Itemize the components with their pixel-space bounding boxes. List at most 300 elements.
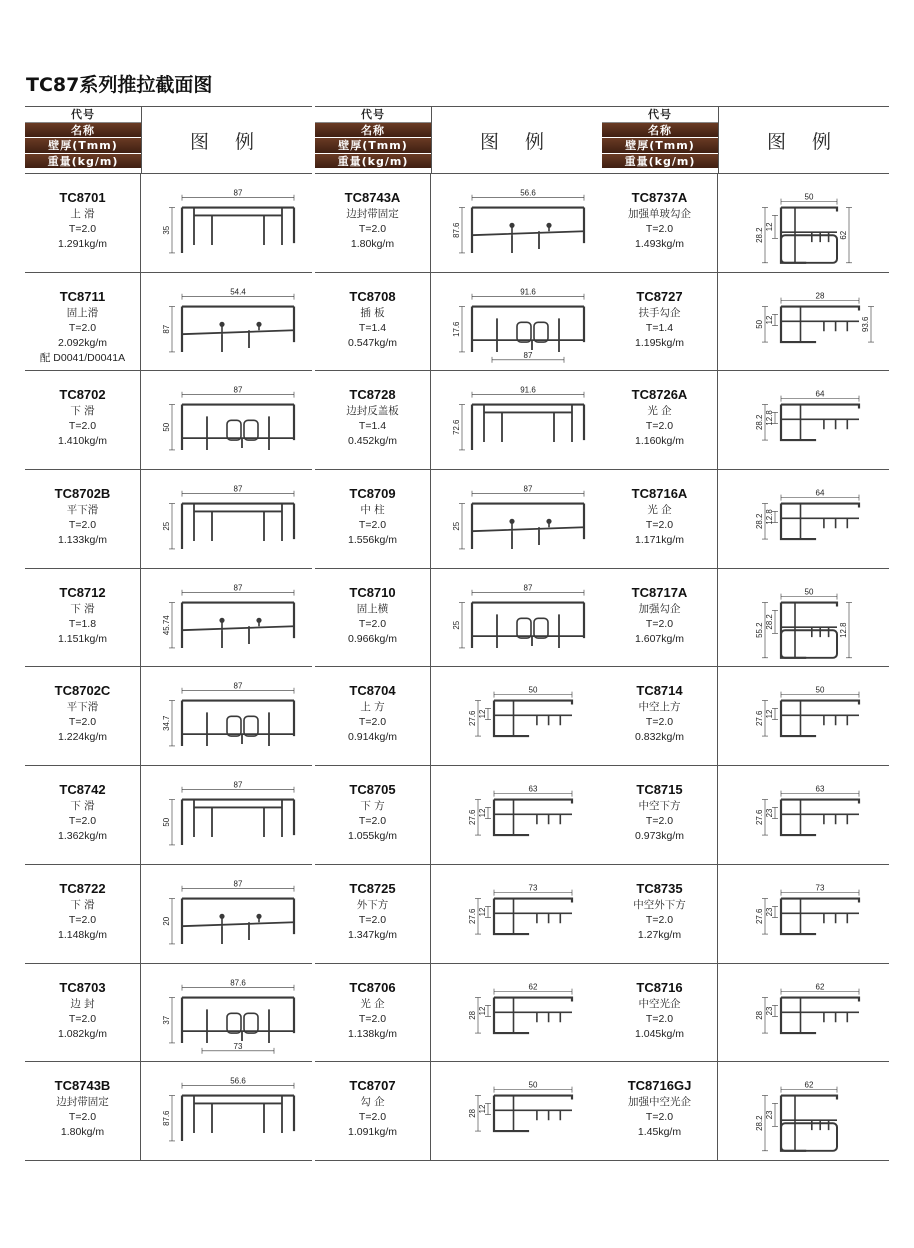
profile-weight: 0.547kg/m — [347, 336, 398, 349]
profile-drawing — [142, 766, 312, 864]
dimension-label: 93.6 — [860, 316, 871, 332]
profile-info — [315, 371, 431, 469]
profile-thickness: T=2.0 — [645, 815, 674, 828]
profile-name: 下 滑 — [70, 405, 95, 418]
profile-row — [315, 371, 602, 470]
header-wall: 壁厚(Tmm) — [602, 138, 718, 154]
profile-weight: 1.224kg/m — [57, 731, 108, 744]
profile-weight: 1.151kg/m — [57, 632, 108, 645]
dimension-label: 27.6 — [754, 711, 765, 727]
profile-info — [25, 273, 141, 371]
dimension-label: 50 — [754, 319, 765, 329]
dimension-label: 12 — [477, 907, 488, 917]
profile-sketch — [719, 667, 889, 765]
profile-drawing — [432, 371, 602, 469]
profile-drawing — [719, 569, 889, 667]
header-labels — [315, 107, 432, 173]
dimension-label: 25 — [451, 620, 462, 630]
dimension-label: 28 — [754, 1010, 765, 1020]
profile-thickness: T=2.0 — [645, 223, 674, 235]
dimension-label: 56.6 — [520, 188, 536, 198]
dimension-label: 87.6 — [451, 222, 462, 238]
profile-row — [602, 1062, 889, 1161]
profile-info — [602, 1062, 718, 1160]
profile-drawing — [142, 470, 312, 568]
dimension-label: 12.8 — [764, 509, 775, 525]
profile-info — [315, 1062, 431, 1160]
dimension-label: 12 — [477, 1006, 488, 1015]
header-code: 代号 — [315, 107, 431, 123]
dimension-label: 28.2 — [754, 227, 765, 243]
profile-info — [315, 964, 431, 1062]
profile-row — [602, 964, 889, 1063]
dimension-label: 91.6 — [520, 287, 536, 297]
profile-name: 插 板 — [360, 306, 385, 319]
profile-code: TC8714 — [636, 683, 683, 699]
header-labels — [602, 107, 719, 173]
profile-info — [25, 174, 141, 272]
table-header — [315, 106, 602, 174]
profile-drawing — [432, 964, 602, 1062]
profile-column-3 — [602, 106, 889, 1161]
profile-drawing — [432, 1062, 602, 1160]
profile-name: 边封反盖板 — [346, 405, 399, 418]
profile-code: TC8708 — [349, 288, 396, 304]
dimension-label: 87 — [161, 324, 172, 334]
profile-sketch — [432, 865, 602, 963]
dimension-label: 12 — [477, 1104, 488, 1114]
profile-sketch — [142, 964, 312, 1062]
profile-weight: 1.493kg/m — [634, 238, 685, 250]
profile-thickness: T=2.0 — [68, 716, 97, 729]
profile-code: TC8715 — [636, 782, 683, 798]
profile-thickness: T=2.0 — [645, 617, 674, 630]
dimension-label: 12.8 — [838, 622, 849, 638]
profile-sketch — [719, 964, 889, 1062]
dimension-label: 87 — [233, 484, 243, 494]
profile-drawing — [719, 865, 889, 963]
profile-code: TC8728 — [349, 387, 396, 403]
profile-thickness: T=2.0 — [358, 913, 387, 926]
dimension-label: 28 — [467, 1109, 478, 1118]
profile-thickness: T=2.0 — [358, 815, 387, 828]
profile-thickness: T=2.0 — [645, 716, 674, 729]
profile-weight: 0.452kg/m — [347, 435, 398, 448]
dimension-label: 63 — [815, 784, 825, 794]
dimension-label: 91.6 — [520, 386, 536, 396]
profile-name: 扶手勾企 — [638, 306, 681, 319]
profile-drawing — [142, 865, 312, 963]
profile-sketch — [142, 1062, 312, 1160]
dimension-label: 27.6 — [467, 711, 478, 727]
profile-weight: 0.914kg/m — [347, 731, 398, 744]
dimension-label: 23 — [764, 1110, 775, 1120]
profile-weight: 1.138kg/m — [347, 1027, 398, 1040]
profile-row — [602, 865, 889, 964]
profile-code: TC8743B — [54, 1078, 111, 1094]
profile-thickness: T=2.0 — [358, 519, 387, 532]
profile-info — [25, 667, 141, 765]
dimension-label: 50 — [528, 686, 538, 696]
table-header — [602, 106, 889, 174]
dimension-label: 73 — [815, 883, 825, 893]
profile-code: TC8717A — [631, 584, 688, 600]
profile-column-1 — [25, 106, 312, 1161]
profile-thickness: T=1.8 — [68, 617, 97, 630]
profile-sketch — [142, 865, 312, 963]
dimension-label: 87 — [233, 879, 243, 889]
dimension-label: 12 — [477, 808, 488, 818]
dimension-label: 73 — [528, 883, 538, 893]
profile-sketch — [719, 865, 889, 963]
profile-code: TC8702 — [59, 387, 106, 403]
header-labels — [25, 107, 142, 173]
profile-sketch — [142, 766, 312, 864]
profile-info — [602, 273, 718, 371]
profile-thickness: T=2.0 — [645, 1012, 674, 1025]
profile-row — [315, 1062, 602, 1161]
profile-thickness: T=2.0 — [358, 617, 387, 630]
dimension-label: 20 — [161, 916, 172, 926]
profile-drawing — [142, 371, 312, 469]
profile-sketch — [432, 273, 602, 371]
profile-name: 边封带固定 — [346, 208, 399, 220]
profile-thickness: T=1.4 — [358, 321, 387, 334]
profile-weight: 1.148kg/m — [57, 928, 108, 941]
profile-drawing — [142, 964, 312, 1062]
profile-name: 平下滑 — [66, 504, 99, 517]
dimension-label: 12.8 — [764, 410, 775, 427]
profile-info — [602, 964, 718, 1062]
dimension-label: 50 — [161, 817, 172, 827]
profile-weight: 1.362kg/m — [57, 830, 108, 843]
header-name: 名称 — [25, 123, 141, 139]
profile-row — [25, 569, 312, 668]
profile-code: TC8737A — [631, 190, 688, 205]
profile-sketch — [142, 470, 312, 568]
profile-row — [315, 569, 602, 668]
profile-drawing — [432, 470, 602, 568]
profile-sketch — [719, 470, 889, 568]
profile-row — [315, 273, 602, 372]
profile-row — [602, 667, 889, 766]
profile-name: 光 企 — [647, 504, 672, 517]
profile-thickness: T=1.4 — [358, 420, 387, 433]
profile-code: TC8727 — [636, 288, 683, 304]
profile-sketch — [432, 470, 602, 568]
profile-name: 中空下方 — [638, 800, 681, 813]
header-weight: 重量(kg/m) — [602, 154, 718, 170]
profile-info — [602, 865, 718, 963]
profile-thickness: T=2.0 — [358, 223, 387, 235]
profile-sketch — [432, 964, 602, 1062]
profile-code: TC8716GJ — [627, 1078, 692, 1094]
profile-weight: 1.045kg/m — [634, 1027, 685, 1040]
profile-drawing — [432, 667, 602, 765]
profile-thickness: T=2.0 — [645, 519, 674, 532]
profile-code: TC8706 — [349, 979, 396, 995]
dimension-label: 87 — [233, 583, 243, 593]
profile-name: 加强单玻勾企 — [628, 208, 691, 220]
profile-weight: 1.171kg/m — [634, 534, 685, 547]
header-weight: 重量(kg/m) — [25, 154, 141, 170]
profile-extra: 配 D0041/D0041A — [39, 351, 126, 364]
profile-sketch — [142, 569, 312, 667]
profile-info — [25, 865, 141, 963]
table-header — [25, 106, 312, 174]
profile-weight: 1.347kg/m — [347, 928, 398, 941]
profile-row — [25, 964, 312, 1063]
profile-weight: 1.410kg/m — [57, 435, 108, 448]
profile-thickness: T=2.0 — [68, 420, 97, 433]
dimension-label: 87 — [233, 682, 243, 692]
profile-name: 上 方 — [360, 701, 385, 714]
profile-info — [315, 273, 431, 371]
profile-info — [602, 371, 718, 469]
header-figure: 图 例 — [189, 130, 265, 153]
profile-weight: 1.160kg/m — [634, 435, 685, 448]
profile-sketch — [142, 667, 312, 765]
profile-weight: 1.45kg/m — [637, 1126, 682, 1139]
profile-row — [315, 667, 602, 766]
profile-sketch — [432, 371, 602, 469]
profile-weight: 1.80kg/m — [60, 1126, 105, 1139]
profile-weight: 1.091kg/m — [347, 1126, 398, 1139]
dimension-label: 28.2 — [764, 613, 775, 630]
dimension-label: 56.6 — [230, 1076, 246, 1086]
profile-drawing — [432, 766, 602, 864]
profile-info — [25, 964, 141, 1062]
profile-row — [315, 766, 602, 865]
profile-drawing — [719, 470, 889, 568]
profile-row — [602, 174, 889, 273]
dimension-label: 50 — [804, 587, 814, 597]
profile-drawing — [719, 174, 889, 272]
dimension-label: 27.6 — [467, 809, 478, 826]
profile-row — [25, 273, 312, 372]
profile-thickness: T=2.0 — [645, 913, 674, 926]
profile-name: 边 封 — [70, 997, 95, 1010]
profile-code: TC8703 — [59, 979, 106, 995]
profile-code: TC8716A — [631, 486, 688, 502]
profile-column-2 — [315, 106, 602, 1161]
profile-code: TC8707 — [349, 1078, 396, 1094]
profile-thickness: T=2.0 — [68, 519, 97, 532]
profile-thickness: T=2.0 — [358, 1012, 387, 1025]
profile-name: 固上横 — [356, 602, 389, 615]
profile-sketch — [432, 766, 602, 864]
dimension-label: 87.6 — [230, 978, 246, 988]
profile-info — [25, 470, 141, 568]
dimension-label: 87 — [233, 780, 243, 790]
profile-drawing — [719, 964, 889, 1062]
profile-name: 下 滑 — [70, 800, 95, 813]
profile-weight: 1.80kg/m — [350, 238, 395, 250]
profile-code: TC8735 — [636, 880, 683, 896]
page-title: TC87系列推拉截面图 — [26, 74, 213, 96]
profile-drawing — [719, 766, 889, 864]
profile-sketch — [719, 273, 889, 371]
dimension-label: 23 — [764, 1006, 775, 1015]
profile-info — [602, 766, 718, 864]
profile-code: TC8742 — [59, 782, 106, 798]
profile-info — [602, 569, 718, 667]
profile-drawing — [432, 273, 602, 371]
profile-row — [315, 865, 602, 964]
dimension-label: 27.6 — [754, 908, 765, 924]
profile-name: 下 滑 — [70, 898, 95, 911]
dimension-label: 87 — [523, 484, 533, 494]
profile-drawing — [719, 667, 889, 765]
profile-thickness: T=2.0 — [358, 1111, 387, 1124]
profile-weight: 1.133kg/m — [57, 534, 108, 547]
profile-drawing — [719, 1062, 889, 1160]
header-name: 名称 — [602, 123, 718, 139]
profile-row — [25, 766, 312, 865]
profile-weight: 0.832kg/m — [634, 731, 685, 744]
profile-row — [25, 865, 312, 964]
dimension-label: 37 — [161, 1015, 172, 1025]
profile-thickness: T=2.0 — [358, 716, 387, 729]
profile-info — [315, 667, 431, 765]
profile-code: TC8710 — [349, 584, 396, 600]
header-name: 名称 — [315, 123, 431, 139]
profile-sketch — [719, 174, 889, 272]
profile-thickness: T=2.0 — [645, 420, 674, 433]
profile-code: TC8701 — [59, 190, 106, 205]
profile-row — [25, 1062, 312, 1161]
dimension-label: 27.6 — [467, 908, 478, 924]
header-weight: 重量(kg/m) — [315, 154, 431, 170]
dimension-label: 50 — [161, 423, 172, 433]
profile-name: 下 方 — [360, 800, 385, 813]
dimension-label: 62 — [528, 982, 538, 992]
profile-name: 加强勾企 — [638, 602, 681, 615]
profile-info — [25, 371, 141, 469]
profile-name: 外下方 — [356, 898, 389, 911]
profile-weight: 1.291kg/m — [57, 238, 108, 250]
dimension-label: 28.2 — [754, 513, 765, 530]
dimension-label: 50 — [804, 192, 814, 202]
dimension-label: 12 — [764, 222, 775, 232]
profile-code: TC8722 — [59, 880, 106, 896]
profile-row — [602, 371, 889, 470]
profile-thickness: T=1.4 — [645, 321, 674, 334]
profile-name: 中空外下方 — [633, 898, 686, 911]
dimension-label: 72.6 — [451, 419, 462, 436]
profile-weight: 0.973kg/m — [634, 830, 685, 843]
profile-sketch — [142, 371, 312, 469]
profile-info — [602, 667, 718, 765]
profile-weight: 2.092kg/m — [57, 336, 108, 349]
profile-sketch — [719, 1062, 889, 1160]
dimension-label: 45.74 — [161, 615, 172, 635]
profile-code: TC8712 — [59, 584, 106, 600]
dimension-label: 55.2 — [754, 622, 765, 638]
profile-weight: 1.195kg/m — [634, 336, 685, 349]
profile-name: 勾 企 — [360, 1096, 385, 1109]
profile-name: 下 滑 — [70, 602, 95, 615]
profile-name: 光 企 — [647, 405, 672, 418]
dimension-label: 73 — [233, 1041, 243, 1051]
profile-sketch — [432, 174, 602, 272]
profile-row — [602, 470, 889, 569]
profile-info — [25, 1062, 141, 1160]
profile-drawing — [142, 174, 312, 272]
header-figure: 图 例 — [766, 130, 842, 153]
profile-thickness: T=2.0 — [68, 913, 97, 926]
profile-drawing — [142, 667, 312, 765]
profile-name: 中 柱 — [360, 504, 385, 517]
profile-row — [25, 174, 312, 273]
profile-sketch — [142, 273, 312, 371]
profile-info — [25, 766, 141, 864]
profile-drawing — [719, 371, 889, 469]
profile-drawing — [142, 1062, 312, 1160]
profile-code: TC8702B — [54, 486, 111, 502]
dimension-label: 63 — [528, 784, 538, 794]
profile-info — [602, 174, 718, 272]
dimension-label: 87 — [523, 583, 533, 593]
profile-sketch — [432, 1062, 602, 1160]
profile-drawing — [432, 569, 602, 667]
profile-weight: 1.082kg/m — [57, 1027, 108, 1040]
profile-drawing — [432, 174, 602, 272]
profile-name: 上 滑 — [70, 208, 95, 220]
dimension-label: 54.4 — [230, 287, 246, 297]
profile-code: TC8709 — [349, 486, 396, 502]
profile-row — [25, 470, 312, 569]
dimension-label: 62 — [815, 982, 825, 992]
profile-thickness: T=2.0 — [68, 321, 97, 334]
profile-row — [602, 569, 889, 668]
dimension-label: 25 — [161, 521, 172, 531]
profile-thickness: T=2.0 — [68, 815, 97, 828]
profile-info — [315, 174, 431, 272]
profile-code: TC8726A — [631, 387, 688, 403]
dimension-label: 25 — [451, 521, 462, 531]
profile-weight: 0.966kg/m — [347, 632, 398, 645]
profile-name: 加强中空光企 — [628, 1096, 691, 1109]
profile-info — [25, 569, 141, 667]
profile-sketch — [719, 569, 889, 667]
dimension-label: 62 — [804, 1080, 814, 1090]
dimension-label: 12 — [764, 710, 775, 719]
dimension-label: 87 — [233, 386, 243, 396]
dimension-label: 17.6 — [451, 321, 462, 337]
profile-code: TC8702C — [54, 683, 111, 699]
profile-thickness: T=2.0 — [68, 1012, 97, 1025]
profile-weight: 1.556kg/m — [347, 534, 398, 547]
profile-sketch — [432, 569, 602, 667]
profile-sketch — [142, 174, 312, 272]
profile-code: TC8704 — [349, 683, 396, 699]
profile-info — [315, 470, 431, 568]
dimension-label: 87 — [233, 188, 243, 198]
dimension-label: 23 — [764, 907, 775, 917]
profile-code: TC8716 — [636, 979, 683, 995]
profile-row — [602, 766, 889, 865]
profile-thickness: T=2.0 — [645, 1111, 674, 1124]
profile-sketch — [719, 766, 889, 864]
dimension-label: 28.2 — [754, 415, 765, 431]
profile-name: 边封带固定 — [56, 1096, 109, 1109]
dimension-label: 12 — [477, 710, 488, 719]
profile-name: 固上滑 — [66, 306, 99, 319]
profile-code: TC8711 — [59, 288, 106, 304]
profile-sketch — [719, 371, 889, 469]
dimension-label: 64 — [815, 390, 825, 400]
